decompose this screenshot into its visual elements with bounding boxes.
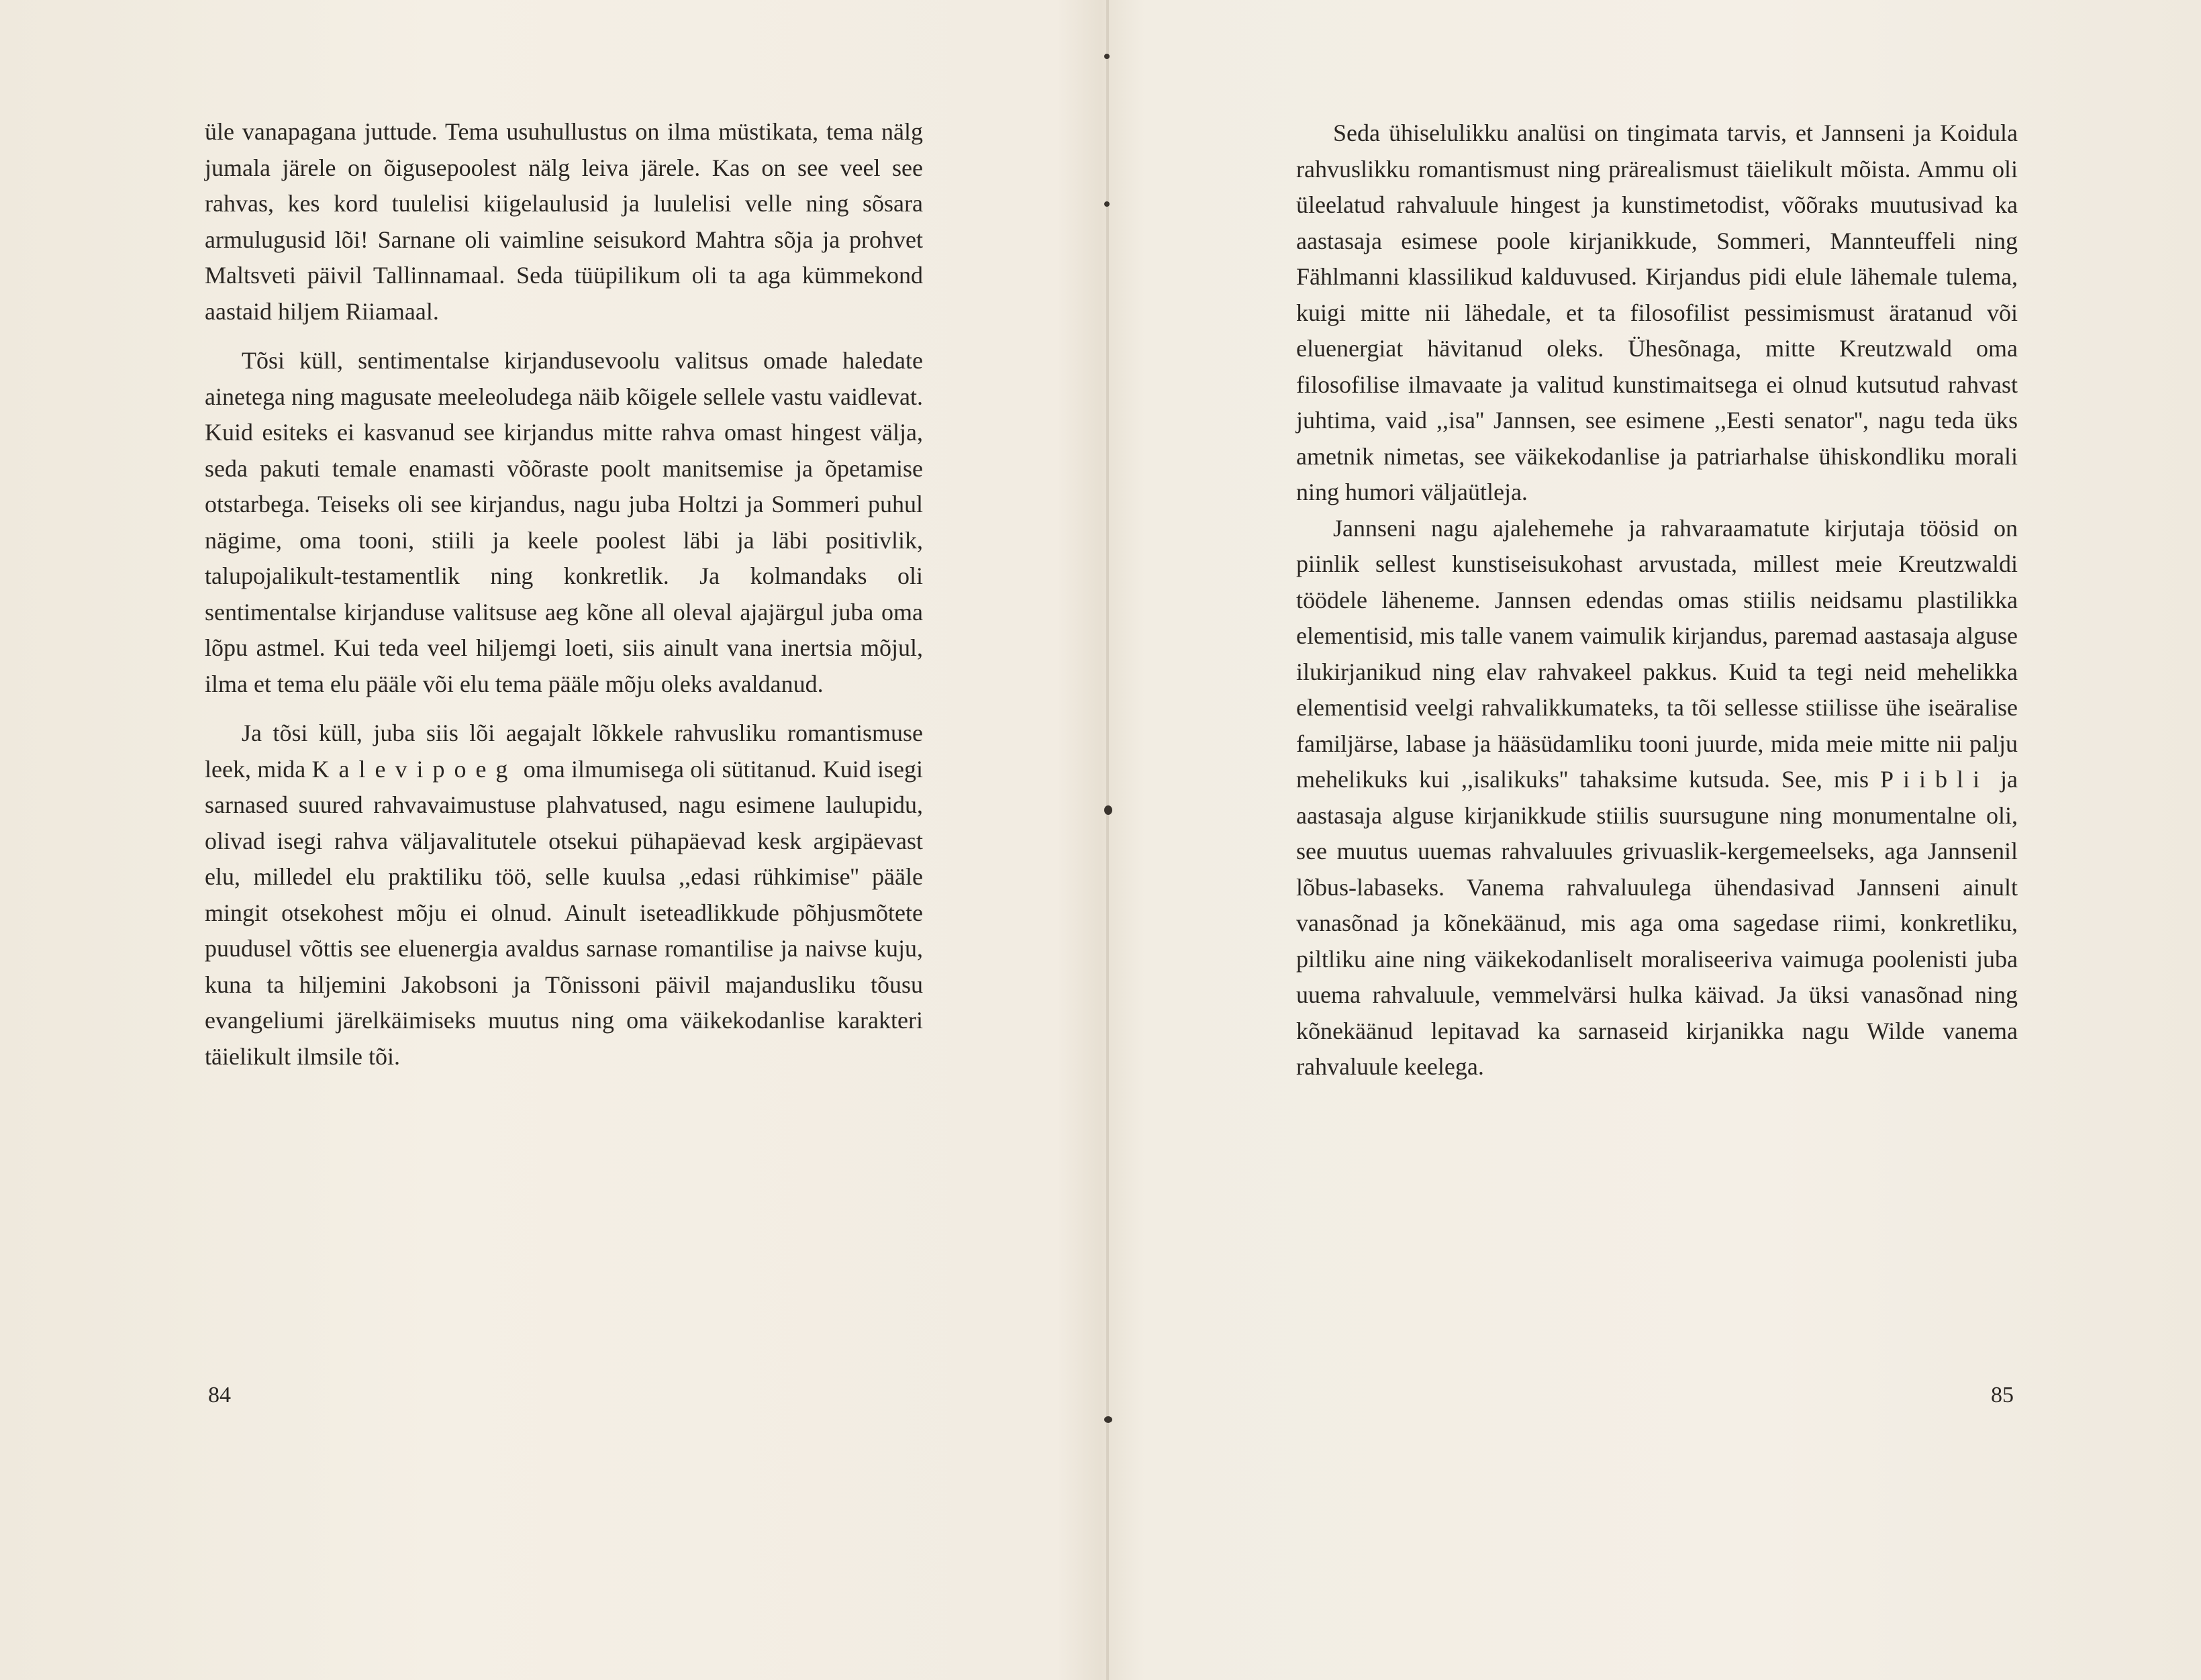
left-paragraph-2: Tõsi küll, sentimentalse kirjandusevoolu valitsus omade haledate ainetega ning magusate meeleoludega näib kõigele sellele vastu vaidlevat. Kuid esiteks ei kasvanud see kirjandus mitte rahva omast hingest välja, seda pakuti temale enamasti võõraste poolt manitsemise ja õpetamise otstarbega. Teiseks oli see kirjandus, nagu juba Holtzi ja Sommeri puhul nägime, oma tooni, stiili ja keele poolest läbi ja läbi positivlik, talupojalikult-testamentlik ning konkretlik. Ja kolmandaks oli sentimentalse kirjanduse valitsuse aeg kõne all oleval ajajärgul juba oma lõpu astmel. Kui teda veel hiljemgi loeti, siis ainult vana inertsia mõjul, ilma et tema elu pääle või elu tema pääle mõju oleks avaldanud.: [205, 347, 923, 697]
left-paragraph-3: [205, 715, 923, 1075]
right-paragraph-2-start: Jannseni nagu ajalehemehe ja rahvaraamatute kirjutaja töösid on piinlik sellest kunstiseisukohast arvustada, millest meie Kreutzwaldi töödele läheneme. Jannsen edendas omas stiilis neidsamu plastilikka elementisid, mis talle vanem vaimulik kirjandus, paremad aastasaja alguse ilukirjanikud ning elav rahvakeel pakkus. Kuid ta tegi neid mehelikka elementisid veelgi rahvalikkumateks, ta tõi sellesse stiilisse ühe iseäralise familjärse, labase ja hääsüdamliku tooni juurde, mida meie mitte nii palju mehelikuks kui ,,isalikuks'' tahaksime kutsuda. See, mis: [1296, 514, 2018, 793]
left-paragraph-3-end: oma ilmumisega oli sütitanud. Kuid isegi sarnased suured rahvavaimustuse plahvatused, nagu esimene laulupidu, olivad isegi rahva väljavalitutele otsekui pühapäevad kesk argipäevast elu, milledel elu praktiliku töö, selle kuulsa ,,edasi rühkimise'' pääle mingit otsekohest mõju ei olnud. Ainult iseteadlikkude põhjusmõtete puudusel võttis see eluenergia avaldus sarnase romantilise ja naivse kuju, kuna ta hiljemini Jakobsoni ja Tõnissoni päivil majandusliku tõusu evangeliumi järelkäimiseks muutus ning oma väikekodanlise karakteri täielikult ilmsile tõi.: [205, 755, 923, 1070]
right-page-text: [1296, 115, 2018, 1085]
page-number-right: 85: [1991, 1383, 2014, 1407]
page-number-left: 84: [208, 1383, 231, 1407]
left-paragraph-3-start: Ja tõsi küll, juba siis lõi aegajalt lõkkele rahvusliku romantismuse leek, mida: [205, 720, 923, 783]
book-gutter: [1106, 0, 1109, 1680]
left-paragraph-1: üle vanapagana juttude. Tema usuhullustus on ilma müstikata, tema nälg jumala järele on õigusepoolest nälg leiva järele. Kas on see veel see rahvas, kes kord tuulelisi kiigelaulusid ja luulelisi velle ning sõsara armulugusid lõi! Sarnane oli vaimline seisukord Mahtra sõja ja prohvet Maltsveti päivil Tallinnamaal. Seda tüüpilikum oli ta aga kümmekond aastaid hiljem Riiamaal.: [205, 118, 923, 325]
right-paragraph-1: Seda ühiselulikku analüsi on tingimata tarvis, et Jannseni ja Koidula rahvuslikku romantismust ning prärealismust täielikult mõista. Ammu oli üleelatud rahvaluule hingest ja kunstimetodist, võõraks muutusivad ka aastasaja esimese poole kirjanikkude, Sommeri, Mannteuffeli ning Fählmanni klassilikud kalduvused. Kirjandus pidi elule lähemale tulema, kuigi mitte nii lähedale, et ta filosofilist pessimismust äratanud või eluenergiat hävitanud oleks. Ühesõnaga, mitte Kreutzwald oma filosofilise ilmavaate ja valitud kunstimaitsega ei olnud kutsutud rahvast juhtima, vaid ,,isa'' Jannsen, see esimene ,,Eesti senator'', nagu teda üks ametnik nimetas, see väikekodanlise ja patriarhalse ühiskondliku morali ning humori väljaütleja.: [1296, 119, 2018, 505]
binding-mark: [1104, 805, 1112, 815]
spaced-title-kalevipoeg: Kalevipoeg: [311, 755, 518, 783]
binding-mark: [1104, 54, 1110, 59]
spaced-title-piibli: Piibli: [1879, 766, 1989, 793]
binding-mark: [1104, 1416, 1112, 1423]
right-paragraph-2: [1296, 511, 2018, 1085]
left-page-text: [205, 114, 923, 1088]
binding-mark: [1104, 201, 1110, 207]
right-page: [1112, 0, 2201, 1680]
right-paragraph-2-end: ja aastasaja alguse kirjanikkude stiilis suursugune ning monumentalne oli, see muutus uuemas rahvaluules grivuaslik-kergemeelseks, aga Jannsenil lõbus-labaseks. Vanema rahvaluulega ühendasivad Jannseni ainult vanasõnad ja kõnekäänud, mis aga oma sagedase riimi, konkretliku, piltliku aine ning väikekodanliselt moraliseeriva vaimuga poolenisti juba uuema rahvaluule, vemmelvärsi hulka käivad. Ja üksi vanasõnad ning kõnekäänud lepitavad ka sarnaseid kirjanikka nagu Wilde vanema rahvaluule keelega.: [1296, 766, 2018, 1080]
